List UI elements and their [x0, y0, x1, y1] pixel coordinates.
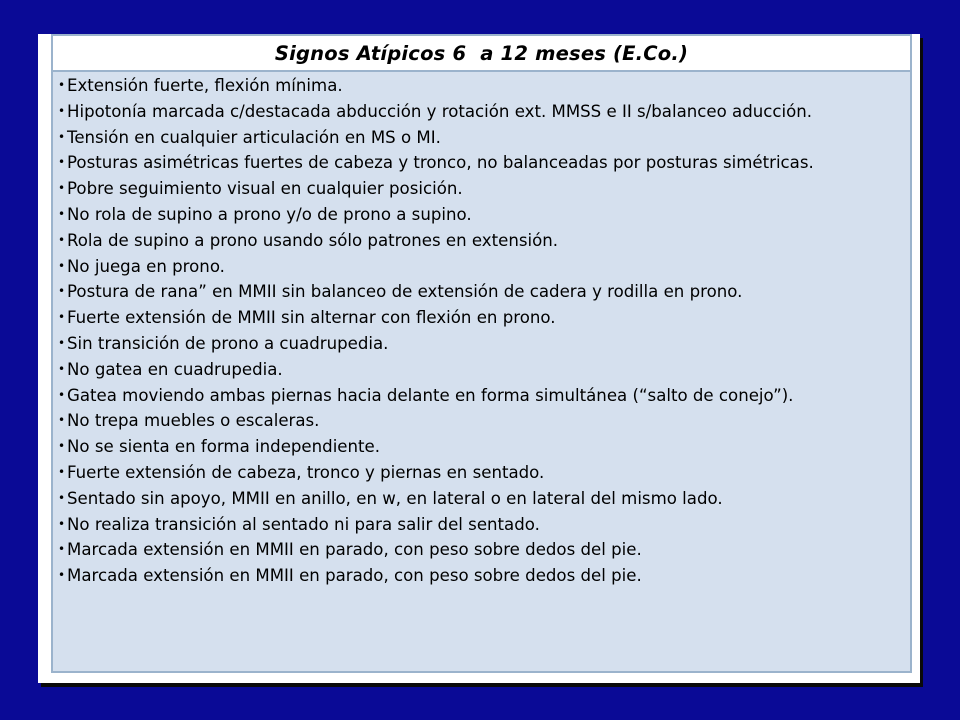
list-item — [58, 512, 904, 538]
bullet-icon: • — [58, 232, 66, 247]
list-item — [58, 254, 904, 280]
list-item-text: Rola de supino a prono usando sólo patrones en extensión. — [67, 230, 559, 250]
list-item-text: Sin transición de prono a cuadrupedia. — [67, 333, 389, 353]
list-item-text: Hipotonía marcada c/destacada abducción y rotación ext. MMSS e II s/balanceo aducción. — [67, 101, 813, 121]
list-item — [58, 305, 904, 331]
bullet-icon: • — [58, 284, 66, 299]
list-item — [58, 357, 904, 383]
bullet-icon: • — [58, 413, 66, 428]
list-item-text: Posturas asimétricas fuertes de cabeza y tronco, no balanceadas por posturas simétricas. — [67, 153, 814, 173]
list-item — [58, 563, 904, 589]
list-item — [58, 537, 904, 563]
bullet-icon: • — [58, 103, 66, 118]
list-item — [58, 460, 904, 486]
bullet-icon: • — [58, 464, 66, 479]
list-item — [58, 99, 904, 125]
list-item-text: No realiza transición al sentado ni para salir del sentado. — [67, 514, 540, 534]
bullet-icon: • — [58, 206, 66, 221]
list-item-text: No juega en prono. — [67, 256, 225, 276]
bullet-icon: • — [58, 155, 66, 170]
list-item — [58, 73, 904, 99]
bullet-icon: • — [58, 387, 66, 402]
table-header — [53, 36, 910, 72]
bullet-icon: • — [58, 439, 66, 454]
list-item-text: Fuerte extensión de cabeza, tronco y piernas en sentado. — [67, 462, 545, 482]
list-item-text: Marcada extensión en MMII en parado, con peso sobre dedos del pie. — [67, 540, 642, 560]
list-item-text: Fuerte extensión de MMII sin alternar con flexión en prono. — [67, 308, 556, 328]
bullet-icon: • — [58, 78, 66, 92]
list-item-text: Postura de rana” en MMII sin balanceo de extensión de cadera y rodilla en prono. — [67, 282, 743, 302]
signs-table — [51, 34, 912, 673]
bullet-icon: • — [58, 516, 66, 531]
bullet-icon: • — [58, 542, 66, 557]
list-item — [58, 228, 904, 254]
bullet-icon: • — [58, 490, 66, 505]
list-item — [58, 279, 904, 305]
bullet-icon: • — [58, 335, 66, 350]
list-item-text: No trepa muebles o escaleras. — [67, 411, 320, 431]
list-item — [58, 176, 904, 202]
list-item — [58, 125, 904, 151]
list-item-text: No se sienta en forma independiente. — [67, 437, 381, 457]
bullet-icon: • — [58, 129, 66, 144]
table-body — [53, 72, 910, 671]
list-item-text: Extensión fuerte, flexión mínima. — [67, 76, 343, 95]
slide-card — [38, 34, 920, 683]
list-item-text: No rola de supino a prono y/o de prono a supino. — [67, 204, 472, 224]
list-item — [58, 383, 904, 409]
list-item — [58, 486, 904, 512]
list-item — [58, 434, 904, 460]
bullet-icon: • — [58, 568, 66, 583]
list-item-text: Marcada extensión en MMII en parado, con peso sobre dedos del pie. — [67, 566, 642, 586]
signs-list — [58, 73, 904, 589]
bullet-icon: • — [58, 258, 66, 273]
list-item-text: Tensión en cualquier articulación en MS o MI. — [67, 127, 441, 147]
list-item — [58, 202, 904, 228]
list-item-text: Sentado sin apoyo, MMII en anillo, en w, en lateral o en lateral del mismo lado. — [67, 488, 723, 508]
bullet-icon: • — [58, 361, 66, 376]
list-item — [58, 331, 904, 357]
bullet-icon: • — [58, 181, 66, 196]
list-item-text: No gatea en cuadrupedia. — [67, 359, 283, 379]
list-item-text: Pobre seguimiento visual en cualquier posición. — [67, 179, 463, 199]
slide-title: Signos Atípicos 6 a 12 meses (E.Co.) — [274, 41, 689, 65]
list-item — [58, 408, 904, 434]
list-item — [58, 150, 904, 176]
bullet-icon: • — [58, 310, 66, 325]
list-item-text: Gatea moviendo ambas piernas hacia delante en forma simultánea (“salto de conejo”). — [67, 385, 794, 405]
